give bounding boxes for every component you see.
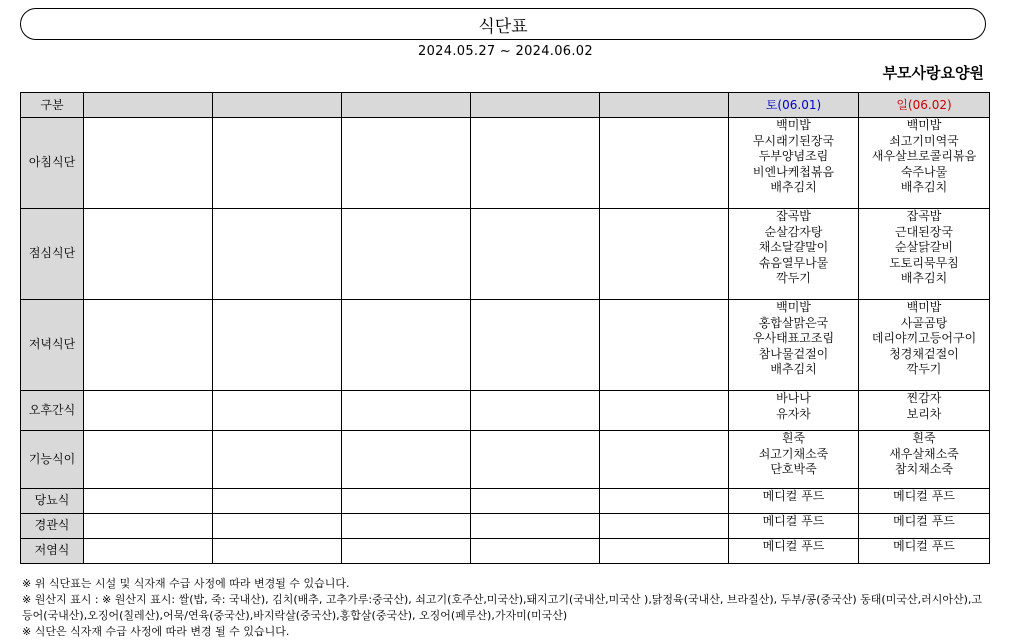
meal-label: 당뇨식 <box>21 489 84 514</box>
page-title: 식단표 <box>478 16 528 37</box>
facility-name: 부모사랑요양원 <box>882 64 984 82</box>
menu-cell <box>471 539 600 564</box>
menu-cell <box>342 300 471 391</box>
dish-item: 백미밥 <box>776 300 811 314</box>
menu-cell <box>213 300 342 391</box>
menu-title-box <box>20 8 986 40</box>
dish-item: 솎음열무나물 <box>758 255 829 270</box>
menu-cell <box>859 431 990 489</box>
menu-cell <box>213 514 342 539</box>
dish-item: 메디컬 푸드 <box>893 489 955 503</box>
header-row <box>21 93 990 118</box>
dish-item: 두부양념조림 <box>758 149 829 163</box>
dish-item: 사골곰탕 <box>900 315 948 330</box>
menu-cell <box>342 514 471 539</box>
menu-cell <box>729 431 859 489</box>
menu-cell <box>471 118 600 209</box>
menu-cell <box>471 489 600 514</box>
day-header <box>471 93 600 118</box>
menu-cell <box>84 514 213 539</box>
dish-item: 보리차 <box>906 406 942 421</box>
day-header <box>342 93 471 118</box>
menu-cell <box>600 489 729 514</box>
menu-cell <box>471 514 600 539</box>
menu-cell <box>471 209 600 300</box>
menu-cell <box>213 391 342 431</box>
dish-item: 찐감자 <box>906 391 942 405</box>
day-header <box>84 93 213 118</box>
dish-item: 채소달걀말이 <box>758 240 829 254</box>
meal-row <box>21 514 990 539</box>
dish-item: 단호박죽 <box>770 462 817 476</box>
menu-cell <box>859 391 990 431</box>
dish-item: 잡곡밥 <box>906 209 942 223</box>
menu-cell <box>342 489 471 514</box>
day-header <box>600 93 729 118</box>
dish-item: 근대된장국 <box>895 224 953 239</box>
menu-cell <box>84 209 213 300</box>
dish-item: 잡곡밥 <box>776 209 811 223</box>
menu-cell <box>600 514 729 539</box>
dish-item: 비엔나케첩볶음 <box>752 164 835 179</box>
menu-cell <box>342 431 471 489</box>
dish-item: 배추김치 <box>770 180 817 194</box>
dish-item: 순살감자탕 <box>764 224 823 239</box>
dish-item: 새우살브로콜리볶음 <box>871 149 977 163</box>
meal-label: 저염식 <box>21 539 84 564</box>
meal-row <box>21 391 990 431</box>
notes-section <box>22 576 992 640</box>
menu-cell <box>729 539 859 564</box>
meal-row <box>21 539 990 564</box>
menu-cell <box>84 431 213 489</box>
menu-cell <box>600 539 729 564</box>
meal-row <box>21 300 990 391</box>
menu-cell <box>342 539 471 564</box>
dish-item: 깍두기 <box>776 271 811 285</box>
category-header: 구분 <box>21 93 84 118</box>
menu-cell <box>600 391 729 431</box>
meal-row <box>21 489 990 514</box>
weekly-menu-table <box>20 92 990 564</box>
dish-item: 바나나 <box>776 391 811 405</box>
note-line: ※ 원산지 표시 : ※ 원산지 표시: 쌀(밥, 죽: 국내산), 김치(배추, 고추가루:중국산), 쇠고기(호주산,미국산),돼지고기(국내산,미국산 ),닭정육(국내산, 브라질산), 두부/콩(중국산) 동태(미국산,러시아산),고등어(국내산),오징어(칠레산),어묵/연육(중국산),바지락살(중국산),홍합살(중국산), 오징어(페루산),가자미(미국산) <box>22 593 983 622</box>
dish-item: 메디컬 푸드 <box>893 514 955 528</box>
dish-item: 백미밥 <box>906 118 942 132</box>
note-line: ※ 식단은 식자재 수급 사정에 따라 변경 될 수 있습니다. <box>22 625 290 638</box>
day-header-saturday: 토(06.01) <box>729 93 859 118</box>
menu-cell <box>859 209 990 300</box>
menu-cell <box>600 300 729 391</box>
menu-cell <box>213 209 342 300</box>
dish-item: 데리야끼고등어구이 <box>871 331 977 345</box>
menu-cell <box>859 514 990 539</box>
dish-item: 배추김치 <box>900 180 948 194</box>
menu-cell <box>342 391 471 431</box>
menu-cell <box>600 209 729 300</box>
menu-cell <box>729 514 859 539</box>
menu-cell <box>213 431 342 489</box>
menu-cell <box>342 118 471 209</box>
dish-item: 배추김치 <box>900 271 948 285</box>
menu-period: 2024.05.27 ~ 2024.06.02 <box>418 44 593 59</box>
menu-cell <box>729 209 859 300</box>
meal-row <box>21 209 990 300</box>
dish-item: 유자차 <box>776 406 811 421</box>
menu-cell <box>471 300 600 391</box>
day-header <box>213 93 342 118</box>
menu-cell <box>84 300 213 391</box>
dish-item: 순살닭갈비 <box>895 240 953 254</box>
day-header-sunday: 일(06.02) <box>859 93 990 118</box>
dish-item: 참치채소죽 <box>895 462 953 476</box>
dish-item: 참나물겉절이 <box>758 346 829 361</box>
dish-item: 무시래기된장국 <box>752 133 835 148</box>
meal-label: 점심식단 <box>21 209 84 300</box>
menu-cell <box>471 431 600 489</box>
dish-item: 백미밥 <box>776 118 811 132</box>
dish-item: 청경채겉절이 <box>889 346 959 361</box>
note-line: ※ 위 식단표는 시설 및 식자재 수급 사정에 따라 변경될 수 있습니다. <box>22 577 350 590</box>
dish-item: 메디컬 푸드 <box>762 514 825 528</box>
dish-item: 배추김치 <box>770 362 817 376</box>
menu-cell <box>859 118 990 209</box>
menu-cell <box>729 489 859 514</box>
meal-label: 아침식단 <box>21 118 84 209</box>
menu-cell <box>213 489 342 514</box>
menu-cell <box>859 300 990 391</box>
menu-cell <box>859 539 990 564</box>
menu-cell <box>213 539 342 564</box>
menu-cell <box>213 118 342 209</box>
menu-cell <box>84 489 213 514</box>
dish-item: 우사태표고조림 <box>752 331 835 345</box>
menu-cell <box>600 118 729 209</box>
dish-item: 메디컬 푸드 <box>762 489 825 503</box>
meal-label: 저녁식단 <box>21 300 84 391</box>
dish-item: 메디컬 푸드 <box>762 539 825 553</box>
dish-item: 도토리묵무침 <box>889 255 959 270</box>
meal-row <box>21 431 990 489</box>
dish-item: 흰죽 <box>912 431 936 445</box>
meal-row <box>21 118 990 209</box>
menu-cell <box>84 118 213 209</box>
meal-label: 기능식이 <box>21 431 84 489</box>
dish-item: 홍합살맑은국 <box>758 315 829 330</box>
menu-cell <box>342 209 471 300</box>
dish-item: 새우살채소죽 <box>889 446 959 461</box>
dish-item: 쇠고기미역국 <box>889 133 959 148</box>
menu-cell <box>84 539 213 564</box>
meal-label: 경관식 <box>21 514 84 539</box>
dish-item: 숙주나물 <box>900 164 948 179</box>
meal-label: 오후간식 <box>21 391 84 431</box>
dish-item: 흰죽 <box>781 431 806 445</box>
menu-cell <box>729 391 859 431</box>
dish-item: 깍두기 <box>906 362 942 376</box>
dish-item: 쇠고기채소죽 <box>758 446 829 461</box>
menu-cell <box>729 118 859 209</box>
menu-cell <box>471 391 600 431</box>
menu-cell <box>84 391 213 431</box>
menu-cell <box>859 489 990 514</box>
dish-item: 메디컬 푸드 <box>893 539 955 553</box>
menu-cell <box>600 431 729 489</box>
dish-item: 백미밥 <box>906 300 942 314</box>
menu-cell <box>729 300 859 391</box>
